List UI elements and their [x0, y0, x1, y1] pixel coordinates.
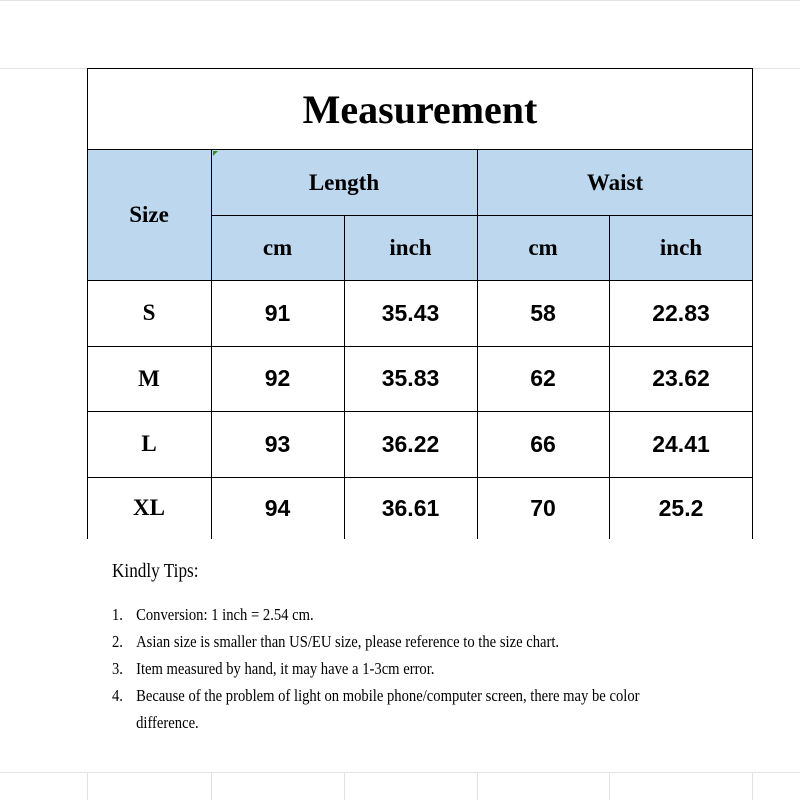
measurement-table	[87, 68, 753, 539]
size-cell: XL	[133, 495, 165, 520]
waist-cm-cell: 70	[530, 494, 556, 521]
waist-cm-cell: 62	[530, 365, 556, 391]
table-title: Measurement	[87, 68, 753, 150]
waist-cm-cell: 58	[530, 299, 556, 326]
tip-text: Item measured by hand, it may have a 1-3cm error.	[136, 659, 435, 678]
size-cell: L	[141, 431, 157, 456]
table-border	[87, 150, 88, 539]
sheet-gridline	[0, 0, 800, 1]
length-inch-cell: 35.43	[381, 299, 440, 326]
tip-number: 3.	[112, 659, 123, 678]
tip-item	[112, 655, 662, 682]
sheet-gridline	[344, 772, 345, 800]
length-inch-cell: 35.83	[381, 365, 440, 391]
waist-inch-cell: 23.62	[652, 365, 710, 391]
table-border	[752, 150, 753, 539]
waist-inch-header: inch	[609, 215, 753, 280]
length-header: Length	[211, 150, 477, 215]
waist-cm-cell: 66	[530, 430, 556, 457]
table-border	[609, 215, 610, 539]
length-cm-cell: 92	[264, 365, 291, 391]
table-border	[87, 477, 753, 478]
kindly-tips	[112, 560, 662, 736]
tips-title: Kindly Tips:	[112, 560, 199, 582]
length-cm-header: cm	[211, 215, 344, 280]
length-cm-cell: 93	[264, 430, 291, 457]
tip-item	[112, 628, 662, 655]
sheet-gridline	[609, 772, 610, 800]
table-border	[87, 280, 753, 281]
length-cm-cell: 91	[264, 299, 291, 326]
length-inch-cell: 36.22	[381, 430, 440, 457]
size-cell: M	[138, 365, 160, 391]
tip-number: 2.	[112, 632, 123, 651]
waist-inch-cell: 25.2	[658, 494, 704, 521]
sheet-gridline	[0, 772, 800, 773]
waist-cm-header: cm	[477, 215, 609, 280]
table-border	[477, 150, 478, 539]
tips-list	[112, 601, 662, 736]
table-border	[87, 346, 753, 347]
waist-inch-cell: 24.41	[652, 430, 710, 457]
table-border	[211, 215, 753, 216]
tip-text: Asian size is smaller than US/EU size, please reference to the size chart.	[136, 632, 560, 651]
tip-text: Conversion: 1 inch = 2.54 cm.	[136, 605, 314, 624]
tip-number: 1.	[112, 605, 123, 624]
sheet-gridline	[211, 772, 212, 800]
tip-text: Because of the problem of light on mobile phone/computer screen, there may be color difference.	[136, 686, 640, 732]
size-header: Size	[87, 150, 211, 280]
table-border	[211, 150, 212, 539]
tip-number: 4.	[112, 686, 123, 705]
length-inch-cell: 36.61	[381, 494, 440, 521]
size-cell: S	[142, 300, 156, 325]
tip-item	[112, 682, 662, 736]
table-border	[87, 411, 753, 412]
sheet-gridline	[477, 772, 478, 800]
length-inch-header: inch	[344, 215, 477, 280]
length-cm-cell: 94	[264, 494, 291, 521]
tip-item	[112, 601, 662, 628]
sheet-gridline	[87, 772, 88, 800]
waist-header: Waist	[477, 150, 753, 215]
cell-marker-icon	[213, 151, 218, 156]
table-border	[344, 215, 345, 539]
waist-inch-cell: 22.83	[652, 299, 710, 326]
sheet-gridline	[752, 772, 753, 800]
